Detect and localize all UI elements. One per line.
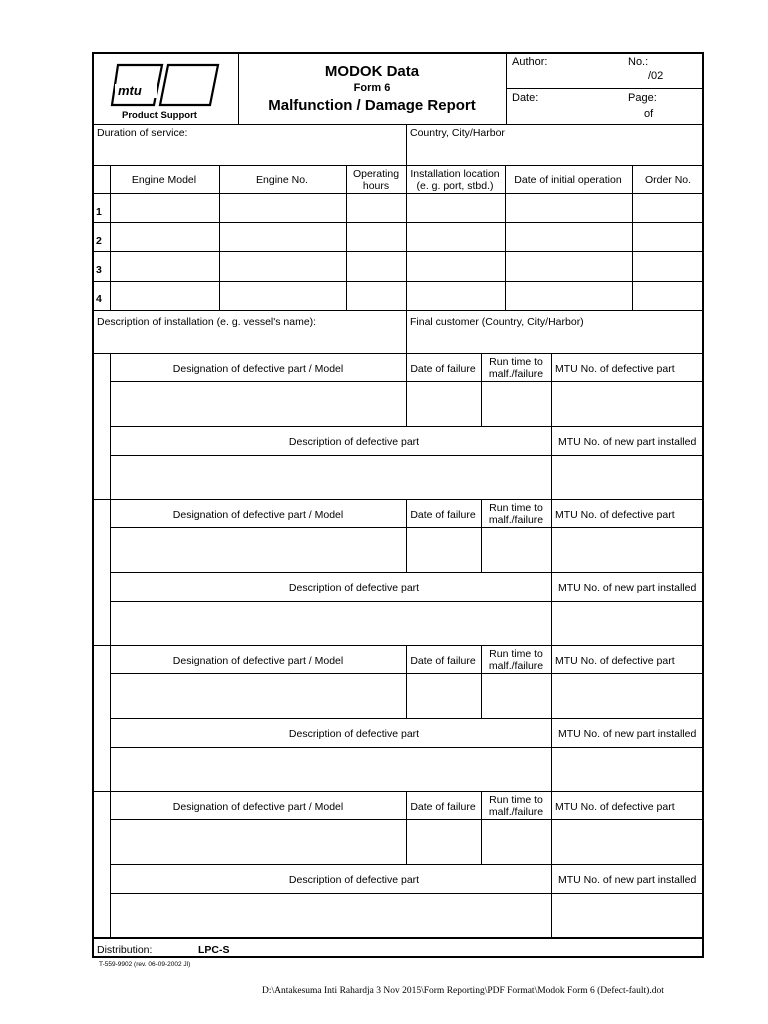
defect-col-line: [551, 791, 552, 937]
defect-col-line: [481, 353, 482, 426]
file-path: D:\Antakesuma Inti Rahardja 3 Nov 2015\Form Reporting\PDF Format\Modok Form 6 (Defect-fault).dot: [262, 986, 664, 996]
col-engine-model: Engine Model: [131, 174, 197, 186]
defect-col-line: [551, 353, 552, 499]
installation-divider: [406, 310, 407, 353]
defect-line: [110, 601, 704, 602]
mtu-new-part-label: MTU No. of new part installed: [558, 582, 697, 594]
col-order-no: Order No.: [644, 174, 692, 186]
form-code: T-559-9902 (rev. 06-09-2002 Jl): [99, 961, 191, 968]
final-customer-label: Final customer (Country, City/Harbor): [410, 316, 584, 328]
header-divider-title: [506, 54, 507, 125]
designation-label: Designation of defective part / Model: [172, 509, 344, 521]
engine-row-number: 3: [96, 264, 102, 276]
duration-label: Duration of service:: [97, 127, 188, 139]
col-initial-operation: Date of initial operation: [514, 174, 622, 186]
distribution-value: LPC-S: [198, 944, 230, 956]
defect-block-separator: [94, 499, 704, 500]
mtu-logo: [110, 61, 220, 109]
col-operating-line2: hours: [362, 180, 390, 192]
installation-bottom-line: [94, 353, 704, 354]
defect-col-line: [481, 499, 482, 572]
col-install-line2: (e. g. port, stbd.): [416, 180, 494, 192]
engine-row-line-4: [94, 310, 704, 311]
defect-block-separator: [94, 645, 704, 646]
date-label: Date:: [512, 92, 539, 104]
run-time-label-2: malf./failure: [488, 514, 544, 526]
engine-col-line-5: [632, 165, 633, 310]
defect-col-line: [406, 791, 407, 864]
run-time-label-1: Run time to: [489, 356, 543, 368]
header-divider-logo: [238, 54, 239, 125]
defect-line: [110, 426, 704, 427]
designation-label: Designation of defective part / Model: [172, 655, 344, 667]
defect-line: [110, 864, 704, 865]
page-of-label: of: [644, 108, 654, 120]
author-label: Author:: [512, 56, 548, 68]
country-label: Country, City/Harbor: [410, 127, 505, 139]
engine-row-line-2: [94, 251, 704, 252]
engine-col-line-1: [219, 165, 220, 310]
installation-description-label: Description of installation (e. g. vessel's name):: [97, 316, 317, 328]
number-label: No.:: [628, 56, 649, 68]
date-failure-label: Date of failure: [410, 509, 476, 521]
engine-row-number: 1: [96, 206, 102, 218]
col-engine-no: Engine No.: [256, 174, 308, 186]
defect-col-line: [406, 499, 407, 572]
number-value: /02: [648, 70, 664, 82]
defect-line: [110, 572, 704, 573]
mtu-new-part-label: MTU No. of new part installed: [558, 436, 697, 448]
defect-line: [110, 819, 704, 820]
designation-label: Designation of defective part / Model: [172, 363, 344, 375]
defect-line: [110, 718, 704, 719]
mtu-defective-label: MTU No. of defective part: [555, 509, 675, 521]
form-subtitle: Malfunction / Damage Report: [268, 97, 476, 114]
defect-description-label: Description of defective part: [288, 874, 420, 886]
engine-row-number: 2: [96, 235, 102, 247]
header-bottom-line: [94, 124, 704, 125]
defect-line: [110, 893, 704, 894]
defect-line: [110, 527, 704, 528]
designation-label: Designation of defective part / Model: [172, 801, 344, 813]
distribution-top-line: [94, 937, 704, 939]
defect-description-label: Description of defective part: [288, 436, 420, 448]
svg-text:mtu: mtu: [118, 83, 142, 98]
form-title: MODOK Data: [324, 63, 420, 80]
engine-col-line-3: [406, 165, 407, 310]
date-failure-label: Date of failure: [410, 363, 476, 375]
engine-col-line-4: [505, 165, 506, 310]
defect-col-line: [481, 791, 482, 864]
mtu-defective-label: MTU No. of defective part: [555, 655, 675, 667]
engine-row-line-1: [94, 222, 704, 223]
defect-description-label: Description of defective part: [288, 728, 420, 740]
defect-col-line: [481, 645, 482, 718]
distribution-label: Distribution:: [97, 944, 153, 956]
defect-line: [110, 381, 704, 382]
run-time-label-2: malf./failure: [488, 806, 544, 818]
date-failure-label: Date of failure: [410, 655, 476, 667]
run-time-label-1: Run time to: [489, 502, 543, 514]
defect-description-label: Description of defective part: [288, 582, 420, 594]
defect-block-separator: [94, 791, 704, 792]
header-divider-meta: [506, 88, 704, 89]
form-number: Form 6: [353, 82, 391, 94]
info-bottom-line: [94, 165, 704, 166]
engine-row-line-3: [94, 281, 704, 282]
defect-col-line: [406, 645, 407, 718]
engine-col-line-0: [110, 165, 111, 310]
defect-col-line: [551, 499, 552, 645]
engine-table-header-line: [94, 193, 704, 194]
defect-line: [110, 455, 704, 456]
page-label: Page:: [628, 92, 657, 104]
mtu-new-part-label: MTU No. of new part installed: [558, 874, 697, 886]
col-install-line1: Installation location: [410, 168, 500, 180]
mtu-new-part-label: MTU No. of new part installed: [558, 728, 697, 740]
run-time-label-2: malf./failure: [488, 660, 544, 672]
run-time-label-2: malf./failure: [488, 368, 544, 380]
mtu-defective-label: MTU No. of defective part: [555, 801, 675, 813]
run-time-label-1: Run time to: [489, 794, 543, 806]
defect-col-line: [406, 353, 407, 426]
engine-row-number: 4: [96, 293, 102, 305]
product-support-label: Product Support: [122, 110, 197, 121]
defect-col-line: [551, 645, 552, 791]
info-divider: [406, 124, 407, 165]
col-operating-line1: Operating: [352, 168, 400, 180]
report-form: [92, 52, 704, 958]
run-time-label-1: Run time to: [489, 648, 543, 660]
defect-line: [110, 747, 704, 748]
date-failure-label: Date of failure: [410, 801, 476, 813]
mtu-defective-label: MTU No. of defective part: [555, 363, 675, 375]
engine-col-line-2: [346, 165, 347, 310]
defect-line: [110, 673, 704, 674]
